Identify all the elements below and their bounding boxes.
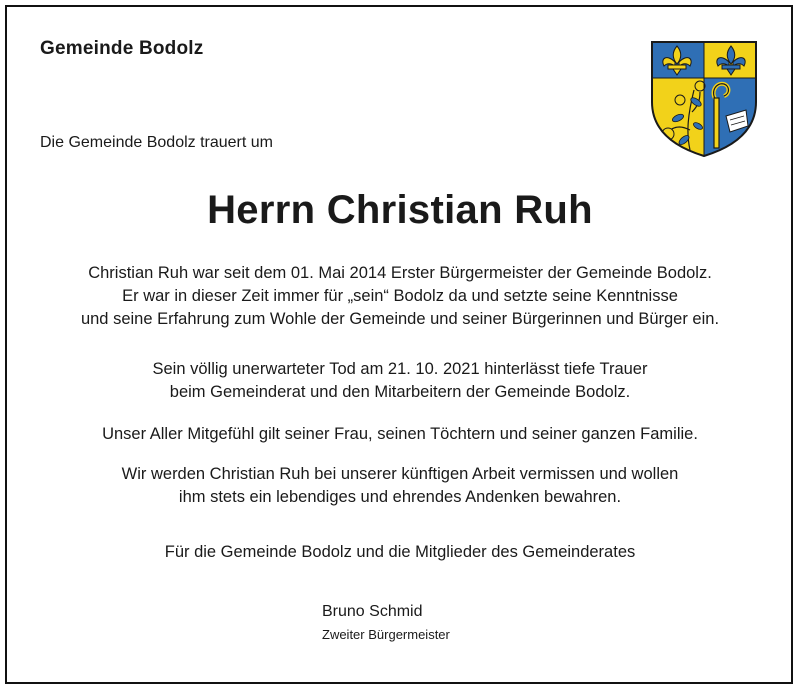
paragraph-line: Wir werden Christian Ruh bei unserer künftigen Arbeit vermissen und wollen [121,465,679,483]
paragraph-tenure [0,262,800,331]
paragraph-line: ihm stets ein lebendiges und ehrendes Andenken bewahren. [178,488,622,506]
paragraph-condolences [0,423,800,446]
signatory-name: Bruno Schmid [322,603,423,620]
paragraph-remembrance [0,463,800,509]
signatory-title: Zweiter Bürgermeister [322,627,450,642]
paragraph-line: Unser Aller Mitgefühl gilt seiner Frau, seinen Töchtern und seiner ganzen Familie. [102,425,698,443]
paragraph-line: Sein völlig unerwarteter Tod am 21. 10. 2021 hinterlässt tiefe Trauer [152,360,648,378]
coat-of-arms-icon [650,40,758,158]
deceased-name: Herrn Christian Ruh [207,188,593,232]
organization-name: Gemeinde Bodolz [40,38,204,59]
paragraph-death [0,358,800,404]
paragraph-line: Er war in dieser Zeit immer für „sein“ Bodolz da und setzte seine Kenntnisse [122,287,678,305]
intro-text: Die Gemeinde Bodolz trauert um [40,134,273,151]
paragraph-line: beim Gemeinderat und den Mitarbeitern der Gemeinde Bodolz. [169,383,631,401]
closing-line: Für die Gemeinde Bodolz und die Mitglieder des Gemeinderates [164,543,636,561]
paragraph-line: Christian Ruh war seit dem 01. Mai 2014 Erster Bürgermeister der Gemeinde Bodolz. [88,264,712,282]
paragraph-line: und seine Erfahrung zum Wohle der Gemeinde und seiner Bürgerinnen und Bürger ein. [80,310,720,328]
